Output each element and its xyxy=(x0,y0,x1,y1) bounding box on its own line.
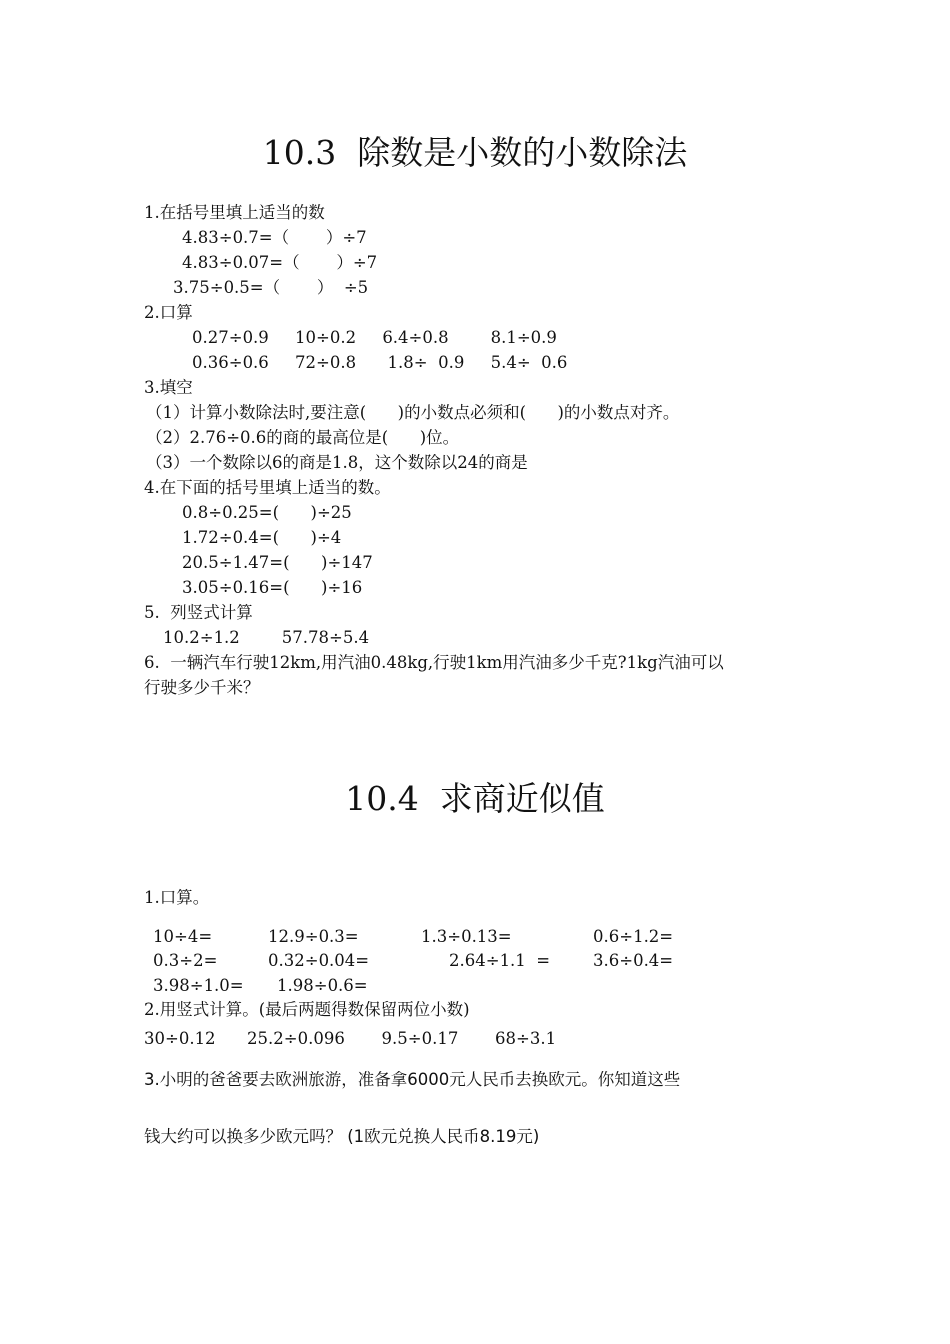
s2-q1-heading: 1.口算。 xyxy=(144,888,210,907)
section-title-10-4: 10.4 求商近似值 xyxy=(345,779,605,818)
q5-line: 10.2÷1.2 57.78÷5.4 xyxy=(163,628,370,647)
s2-q1-item: 3.6÷0.4= xyxy=(593,951,674,970)
q3-line: （3）一个数除以6的商是1.8，这个数除以24的商是 xyxy=(146,453,528,472)
q1-line: 4.83÷0.7=（ ）÷7 xyxy=(182,228,367,247)
q3-heading: 3.填空 xyxy=(144,378,193,397)
s2-q3-line: 3.小明的爸爸要去欧洲旅游，准备拿6000元人民币去换欧元。你知道这些 xyxy=(144,1070,681,1089)
s2-q1-item: 1.98÷0.6= xyxy=(277,976,368,995)
s2-q1-item: 1.3÷0.13= xyxy=(421,927,512,946)
s2-q3-line: 钱大约可以换多少欧元吗？ (1欧元兑换人民币8.19元) xyxy=(144,1127,540,1146)
section-title-10-3: 10.3 除数是小数的小数除法 xyxy=(262,133,688,172)
q4-line: 0.8÷0.25=( )÷25 xyxy=(182,503,352,522)
q2-line: 0.36÷0.6 72÷0.8 1.8÷ 0.9 5.4÷ 0.6 xyxy=(192,353,568,372)
q4-line: 3.05÷0.16=( )÷16 xyxy=(182,578,363,597)
q6-line: 行驶多少千米？ xyxy=(144,678,260,697)
s2-q1-item: 12.9÷0.3= xyxy=(268,927,359,946)
s2-q2-line: 30÷0.12 25.2÷0.096 9.5÷0.17 68÷3.1 xyxy=(144,1029,557,1048)
q4-line: 20.5÷1.47=( )÷147 xyxy=(182,553,373,572)
q4-heading: 4.在下面的括号里填上适当的数。 xyxy=(144,478,391,497)
s2-q1-item: 0.3÷2= xyxy=(153,951,218,970)
q4-line: 1.72÷0.4=( )÷4 xyxy=(182,528,342,547)
q2-line: 0.27÷0.9 10÷0.2 6.4÷0.8 8.1÷0.9 xyxy=(192,328,557,347)
q5-heading: 5. 列竖式计算 xyxy=(144,603,253,622)
q3-line: （1）计算小数除法时,要注意( )的小数点必须和( )的小数点对齐。 xyxy=(146,403,680,422)
s2-q1-item: 0.6÷1.2= xyxy=(593,927,674,946)
q6-line: 6. 一辆汽车行驶12km,用汽油0.48kg,行驶1km用汽油多少千克?1kg汽油可以 xyxy=(144,653,724,672)
s2-q1-item: 0.32÷0.04= xyxy=(268,951,370,970)
q2-heading: 2.口算 xyxy=(144,303,193,322)
s2-q2-heading: 2.用竖式计算。(最后两题得数保留两位小数) xyxy=(144,1000,470,1019)
s2-q1-item: 2.64÷1.1 = xyxy=(449,951,551,970)
s2-q1-item: 3.98÷1.0= xyxy=(153,976,244,995)
q3-line: （2）2.76÷0.6的商的最高位是( )位。 xyxy=(146,428,460,447)
q1-line: 3.75÷0.5=（ ） ÷5 xyxy=(173,278,369,297)
s2-q1-item: 10÷4= xyxy=(153,927,213,946)
q1-line: 4.83÷0.07=（ ）÷7 xyxy=(182,253,378,272)
q1-heading: 1.在括号里填上适当的数 xyxy=(144,203,325,222)
